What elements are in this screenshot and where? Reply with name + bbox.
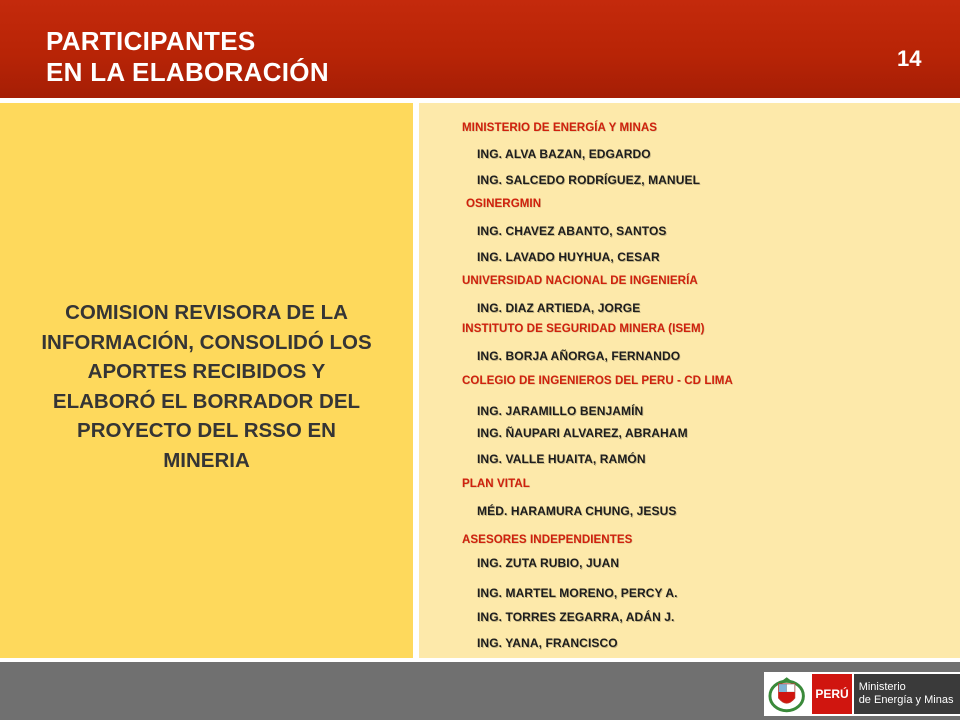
- commission-description: COMISION REVISORA DE LA INFORMACIÓN, CONSOLIDÓ LOS APORTES RECIBIDOS Y ELABORÓ EL BORRADOR DEL PROYECTO DEL RSSO EN MINERIA: [41, 301, 372, 472]
- logo-ministry-line-2: de Energía y Minas: [858, 694, 954, 706]
- ministry-logo: [764, 672, 960, 716]
- page-title: [46, 26, 329, 88]
- commission-panel: [0, 103, 413, 658]
- logo-country: PERÚ: [812, 674, 851, 714]
- participant-alva: ING. ALVA BAZAN, EDGARDO: [477, 147, 651, 161]
- page-title-line-2: EN LA ELABORACIÓN: [46, 57, 329, 87]
- org-plan-vital: PLAN VITAL: [462, 478, 530, 490]
- participant-valle: ING. VALLE HUAITA, RAMÓN: [477, 452, 646, 466]
- participant-torres: ING. TORRES ZEGARRA, ADÁN J.: [477, 610, 675, 624]
- org-cip: COLEGIO DE INGENIEROS DEL PERU - CD LIMA: [462, 375, 733, 387]
- coat-of-arms-icon: [767, 674, 806, 714]
- org-uni: UNIVERSIDAD NACIONAL DE INGENIERÍA: [462, 275, 698, 287]
- org-minem: MINISTERIO DE ENERGÍA Y MINAS: [462, 122, 658, 134]
- logo-ministry-line-1: Ministerio: [858, 681, 906, 693]
- page-title-line-1: PARTICIPANTES: [46, 26, 256, 56]
- participant-haramura: MÉD. HARAMURA CHUNG, JESUS: [477, 504, 677, 518]
- logo-ministry-name: [854, 674, 960, 714]
- page-number: 14: [897, 46, 922, 71]
- header-banner: [0, 0, 960, 98]
- participant-diaz: ING. DIAZ ARTIEDA, JORGE: [477, 301, 641, 315]
- participant-salcedo: ING. SALCEDO RODRÍGUEZ, MANUEL: [477, 173, 701, 187]
- participant-borja: ING. BORJA AÑORGA, FERNANDO: [477, 349, 681, 363]
- participant-jaramillo: ING. JARAMILLO BENJAMÍN: [477, 404, 644, 418]
- participant-chavez: ING. CHAVEZ ABANTO, SANTOS: [477, 224, 667, 238]
- participant-lavado: ING. LAVADO HUYHUA, CESAR: [477, 250, 660, 264]
- participant-zuta: ING. ZUTA RUBIO, JUAN: [477, 556, 620, 570]
- org-isem: INSTITUTO DE SEGURIDAD MINERA (ISEM): [462, 323, 705, 335]
- participant-yana: ING. YANA, FRANCISCO: [477, 636, 618, 650]
- participant-naupari: ING. ÑAUPARI ALVAREZ, ABRAHAM: [477, 426, 688, 440]
- org-asesores: ASESORES INDEPENDIENTES: [462, 534, 633, 546]
- participant-martel: ING. MARTEL MORENO, PERCY A.: [477, 586, 678, 600]
- org-osinergmin: OSINERGMIN: [466, 198, 542, 210]
